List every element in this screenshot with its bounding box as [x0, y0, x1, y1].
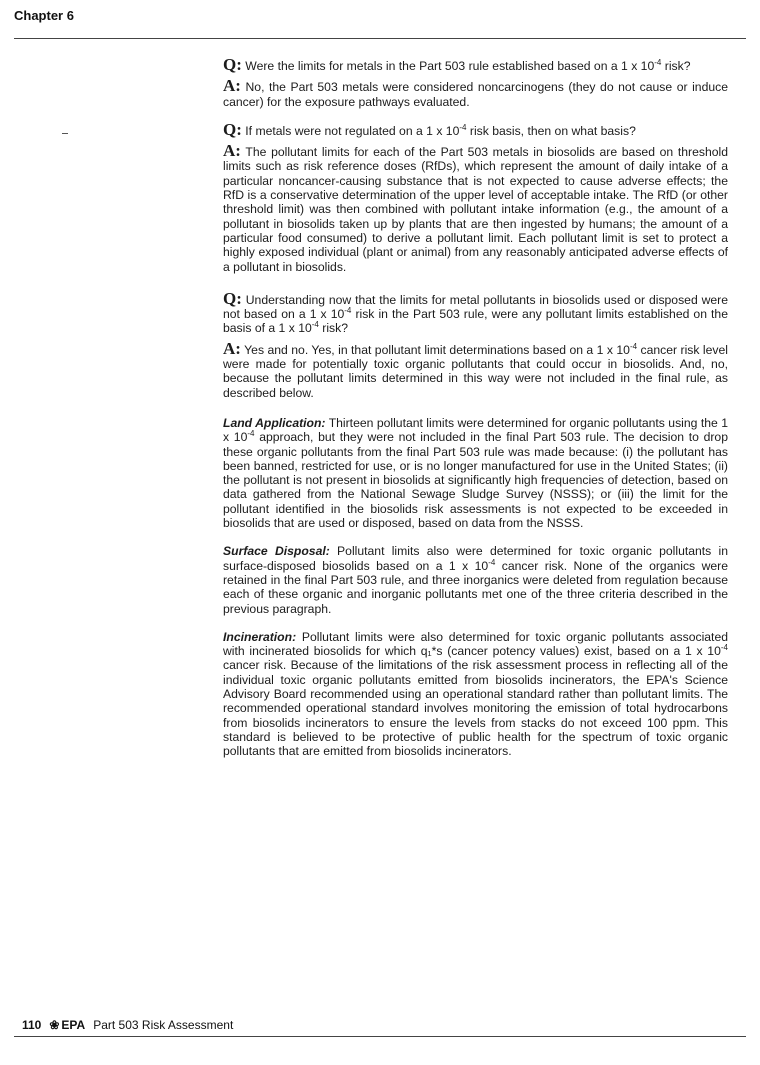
header-rule [14, 38, 746, 39]
section-heading: Incineration: [223, 629, 297, 644]
logo-text: EPA [61, 1018, 86, 1032]
section-heading: Land Application: [223, 415, 326, 430]
question-label: Q: [223, 55, 242, 74]
margin-mark [62, 133, 68, 134]
question-label: Q: [223, 288, 242, 308]
question-label: Q: [223, 119, 242, 139]
section-surface-disposal: Surface Disposal: Pollutant limits also were determined for toxic organic pollutants in surface-disposed biosolids based on a 1 x $10^{-4}$ cancer risk. None of the organics were retained in the final Part 503 rule, and three inorganics were deleted from regulation because each of these organic and inorganic pollutants met one of the three criteria described in the previous paragraph. [223, 544, 728, 616]
footer-rule [14, 1036, 746, 1037]
answer-2: A: The pollutant limits for each of the Part 503 metals in biosolids are based on threshold limits such as risk reference doses (RfDs), which represent the amount of daily intake of a particular noncancer-causing substance that is not expected to cause adverse effects; the RfD is a conservative determination of the upper level of acceptable intake. The RfD (or other threshold limit) was then combined with pollutant intake information (e.g., the amount of a pollutant in biosolids taken up by plants that are then ingested by humans; the amount of a particular food consumed) to derive a pollutant limit. Each pollutant limit is set to protect a highly exposed individual (plant or animal) from any reasonably anticipated adverse effects of a pollutant in biosolids. [223, 141, 728, 274]
section-incineration: Incineration: Pollutant limits were also determined for toxic organic pollutants associated with incinerated biosolids for which q₁*s (cancer potency values) exist, based on a 1 x $10^{-4}$ cancer risk. Because of the limitations of the risk assessment process in reflecting all of the individual toxic organic pollutants emitted from biosolids incinerators, the EPA's Science Advisory Board recommended using an operational standard rather than pollutant limits. The recommended operational standard involves monitoring the emission of total hydrocarbons from biosolids incinerators to ensure the levels from stacks do not exceed 100 ppm. This standard is believed to be protective of public health for the spectrum of toxic organic pollutants that are emitted from biosolids incinerators. [223, 629, 728, 759]
answer-label: A: [223, 338, 241, 358]
qa-block-3 [223, 288, 729, 400]
answer-label: A: [223, 76, 241, 96]
question-1: Q: Were the limits for metals in the Part 503 rule established based on a 1 x $10^{-4}$ risk? [223, 55, 691, 74]
qa-block-2 [223, 119, 728, 274]
question-2: Q: If metals were not regulated on a 1 x $10^{-4}$ risk basis, then on what basis? [223, 119, 636, 139]
page-body [223, 55, 729, 759]
qa-block-1 [223, 55, 728, 109]
answer-1: A: No, the Part 503 metals were considered noncarcinogens (they do not cause or induce cancer) for the exposure pathways evaluated. [223, 76, 728, 109]
section-land-application: Land Application: Thirteen pollutant limits were determined for organic pollutants using the 1 x $10^{-4}$ approach, but they were not included in the final Part 503 rule. The decision to drop these organic pollutants from the final Part 503 rule was made because: (i) the pollutant has been banned, restricted for use, or is no longer manufactured for use in the United States; (ii) the pollutant is not present in biosolids at significantly high frequencies of detection, based on data gathered from the National Sewage Sludge Survey (NSSS); or (iii) the limit for the pollutant identified in the biosolids risk assessments is not expected to be exceeded in biosolids that are used or disposed, based on data from the NSSS. [223, 415, 728, 531]
footer-title: Part 503 Risk Assessment [93, 1018, 234, 1032]
answer-label: A: [223, 141, 241, 161]
epa-flower-icon: ❀ [49, 1018, 60, 1032]
page-number: 110 [22, 1018, 42, 1032]
section-heading: Surface Disposal: [223, 544, 330, 559]
chapter-header: Chapter 6 [14, 8, 74, 23]
page-footer [22, 1018, 233, 1032]
answer-3: A: Yes and no. Yes, in that pollutant limit determinations based on a 1 x $10^{-4}$ cancer risk level were made for potentially toxic organic pollutants that could occur in biosolids. And, no, because the pollutant limits determined in this way were not included in the final rule, as described below. [223, 338, 728, 400]
question-3: Q: Understanding now that the limits for metal pollutants in biosolids used or disposed were not based on a 1 x $10^{-4}$ risk in the Part 503 rule, were any pollutant limits established on the basis of a 1 x $10^{-4}$ risk? [223, 288, 729, 336]
epa-logo [49, 1018, 85, 1032]
